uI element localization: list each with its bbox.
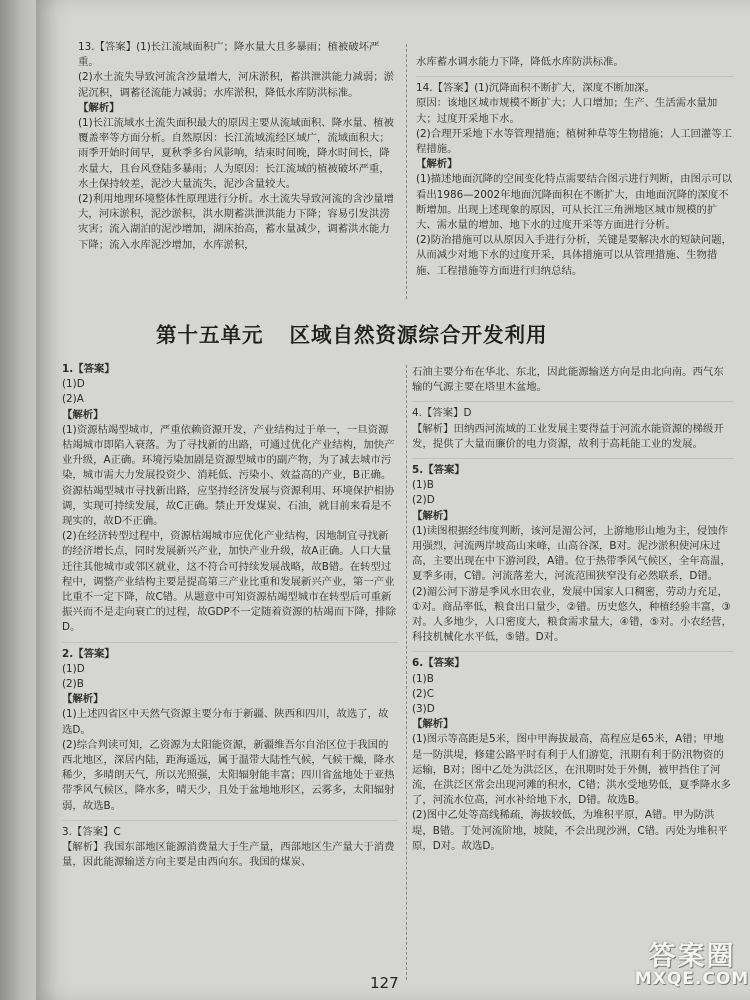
- page-number: 127: [370, 974, 399, 992]
- q6-analysis-1: (1)图示等高距是5米，图中甲海拔最高，高程应是65米，A错；甲地是一防洪堤，修建公路平时有利于人们游览，汛期有利于防汛物资的运输，B对；图中乙处为洪泛区，在汛期时处于外侧，被甲挡住了河流，在洪泛区常会出现河滩的积水，C错；洪水受地势低，夏季降水多了，河流水位高，河水补给地下水，D错。故选B。: [412, 733, 731, 807]
- bottom-left-column: [62, 362, 398, 871]
- q3-answer: 3.【答案】C: [62, 825, 121, 838]
- separator: [62, 820, 398, 821]
- q2-answer-2: (2)B: [62, 678, 84, 691]
- q1-answer-label: 1.【答案】: [62, 363, 115, 375]
- q1-answer-1: (1)D: [62, 378, 85, 391]
- separator: [412, 651, 734, 652]
- q6-answer-1: (1)B: [412, 672, 434, 685]
- separator: [416, 76, 734, 77]
- separator: [412, 458, 734, 459]
- q2-answer-1: (1)D: [62, 662, 85, 675]
- q14-analysis-1: (1)描述地面沉降的空间变化特点需要结合图示进行判断，由图示可以看出1986—2002年地面沉降面积在不断扩大，由地面沉降的深度不断增加。出现上述现象的原因，可从长江三角洲地区城市规模的扩大、需水量的增加、地下水的过度开采等方面进行分析。: [416, 173, 733, 232]
- q14-answer-reason: 原因：该地区城市规模不断扩大；人口增加；生产、生活需水量加大；过度开采地下水。: [416, 97, 718, 125]
- watermark-url: MXQE.COM: [634, 969, 750, 989]
- q1-analysis-label: 【解析】: [62, 408, 104, 421]
- separator: [62, 642, 398, 643]
- watermark-text: 答案圈: [648, 941, 736, 972]
- q2-analysis-2: (2)综合判读可知，乙资源为太阳能资源，新疆维吾尔自治区位于我国的西北地区，深居内陆，距海遥远，属于温带大陆性气候，气候干燥，降水稀少，多晴朗天气，所以光照强，太阳辐射能丰富；四川省盆地处于亚热带季风气候区，降水多，晴天少，且处于盆地地形区，云雾多，太阳辐射弱，故选B。: [62, 738, 395, 812]
- q13-analysis-cont: 水库蓄水调水能力下降，降低水库防洪标准。: [416, 56, 624, 68]
- q1-answer-2: (2)A: [62, 393, 84, 406]
- q1-analysis-1: (1)资源枯竭型城市，严重依赖资源开发，产业结构过于单一，一旦资源枯竭城市即陷入衰落。为了寻找新的出路，可通过优化产业结构，加快产业升级，A正确。环境污染加剧是资源型城市的副产物，为了减去城市污染，城市需大力发展投资少、消耗低、污染小、效益高的产业，B正确。资源枯竭型城市寻找新出路，应坚持经济发展与资源利用、环境保护相协调，实现可持续发展，故C正确。禁止开发煤炭、石油，就目前来看是不现实的，故D不正确。: [62, 423, 395, 528]
- q4-answer: 4.【答案】D: [412, 407, 472, 420]
- q5-answer-1: (1)B: [412, 479, 434, 492]
- q4-analysis: 【解析】田纳西河流域的工业发展主要得益于河流水能资源的梯级开发，提供了大量而廉价的电力资源，故利于高耗能工业的发展。: [412, 422, 724, 450]
- watermark-logo: [632, 934, 750, 989]
- unit-number: 第十五单元: [156, 323, 264, 347]
- q13-analysis-label: 【解析】: [78, 101, 120, 114]
- unit-topic: 区域自然资源综合开发利用: [289, 323, 548, 347]
- top-left-column: [78, 40, 396, 253]
- q14-answer-2: (2)合理开采地下水等管理措施；植树种草等生物措施；人工回灌等工程措施。: [416, 127, 733, 156]
- q5-analysis-2: (2)湄公河下游是季风水田农业，发展中国家人口稠密，劳动力充足，①对。商品率低，粮食出口量少，②错。历史悠久，种植经验丰富，③对。人多地少，人口密度大，粮食需求量大，④错，⑤对。小农经营，科技机械化水平低，⑤错。D对。: [412, 585, 732, 644]
- q2-analysis-1: (1)上述四省区中天然气资源主要分布于新疆、陕西和四川，故选了，故选D。: [62, 708, 389, 736]
- separator: [412, 401, 734, 402]
- q13-answer-2: (2)水土流失导致河流含沙量增大，河床淤积，蓄洪泄洪能力减弱；淤泥沉积，调蓄径流能力减弱；水库淤积，降低水库防洪标准。: [78, 71, 395, 99]
- q2-answer-label: 2.【答案】: [62, 647, 115, 660]
- column-divider-top: [406, 44, 407, 299]
- book-page: [36, 0, 750, 1000]
- q5-analysis-label: 【解析】: [412, 509, 454, 522]
- q6-answer-label: 6.【答案】: [412, 657, 465, 670]
- top-right-column: [416, 55, 734, 279]
- q2-analysis-label: 【解析】: [62, 693, 104, 706]
- bottom-right-column: [412, 365, 734, 854]
- book-spine-shadow: [0, 0, 36, 1000]
- q14-analysis-label: 【解析】: [416, 158, 458, 171]
- q6-analysis-2: (2)图中乙处等高线稀疏，海拔较低，为堆积平原，A错。甲为防洪堤，B错。丁处河流阶地，坡陡，不会出现沙洲，C错。丙处为堆积平原，D对。故选D。: [412, 809, 728, 852]
- column-divider-bottom: [406, 365, 407, 980]
- q5-answer-2: (2)D: [412, 494, 435, 507]
- unit-heading: [156, 318, 676, 348]
- q1-analysis-2: (2)在经济转型过程中，资源枯竭城市应优化产业结构，因地制宜寻找新的经济增长点，同时发展新兴产业，加快产业升级，故A正确。人口大量迁往其他城市或邻区就业，这不符合可持续发展战略，故B错。在转型过程中，调整产业结构主要是提高第三产业比重和发展新兴产业，第一产业比重不一定下降，故C错。从题意中可知资源枯竭型城市在转型后可重新振兴而不是走向衰亡的过程，故GDP不一定随着资源的枯竭而下降，排除D。: [62, 530, 397, 634]
- q13-analysis-1: (1)长江流域水土流失面积最大的原因主要从流域面积、降水量、植被覆盖率等方面分析。自然原因：长江流域流经区域广，流域面积大；雨季开始时间早，夏秋季多台风影响，结束时间晚，降水时间长，降水量大，且台风登陆多暴雨；人为原因：长江流域的植被破坏严重，水土保持较差，泥沙大量流失，泥沙含量较大。: [78, 117, 395, 190]
- q5-answer-label: 5.【答案】: [412, 464, 465, 477]
- q3-analysis: 【解析】我国东部地区能源消费量大于生产量，西部地区生产量大于消费量，因此能源输送方向主要是由西向东。我国的煤炭、: [62, 841, 395, 869]
- q6-answer-2: (2)C: [412, 687, 434, 700]
- q14-analysis-2: (2)防治措施可以从原因入手进行分析，关键是要解决水的短缺问题，从而减少对地下水的过度开采，具体措施可以从管理措施、生物措施、工程措施等方面进行归纳总结。: [416, 234, 733, 277]
- q3-analysis-cont: 石油主要分布在华北、东北，因此能源输送方向是由北向南。西气东输的气源主要在塔里木盆地。: [412, 366, 724, 394]
- q6-answer-3: (3)D: [412, 703, 435, 716]
- q5-analysis-1: (1)读图根据经纬度判断，该河是湄公河，上游地形山地为主，侵蚀作用强烈，河流两岸坡高山来峰，山高谷深，B对。泥沙淤积使河床过高，主要出现在中下游河段，A错。位于热带季风气候区，全年高温，夏季多雨，C错。河流落差大，河流范围狭窄没有必然联系，D错。: [412, 524, 731, 583]
- q13-answer: 13.【答案】(1)长江流域面积广；降水量大且多暴雨；植被破坏严重。: [78, 41, 380, 69]
- q6-analysis-label: 【解析】: [412, 718, 454, 731]
- q13-analysis-2: (2)利用地理环境整体性原理进行分析。水土流失导致河流的含沙量增大，河床淤积，泥沙淤积，洪水期蓄洪泄洪能力下降；容易引发洪涝灾害；流入湖泊的泥沙增加，湖床抬高，蓄水量减少，调蓄洪水能力下降；流入水库泥沙增加，水库淤积，: [78, 193, 395, 251]
- q14-answer: 14.【答案】(1)沉降面积不断扩大，深度不断加深。: [416, 82, 656, 95]
